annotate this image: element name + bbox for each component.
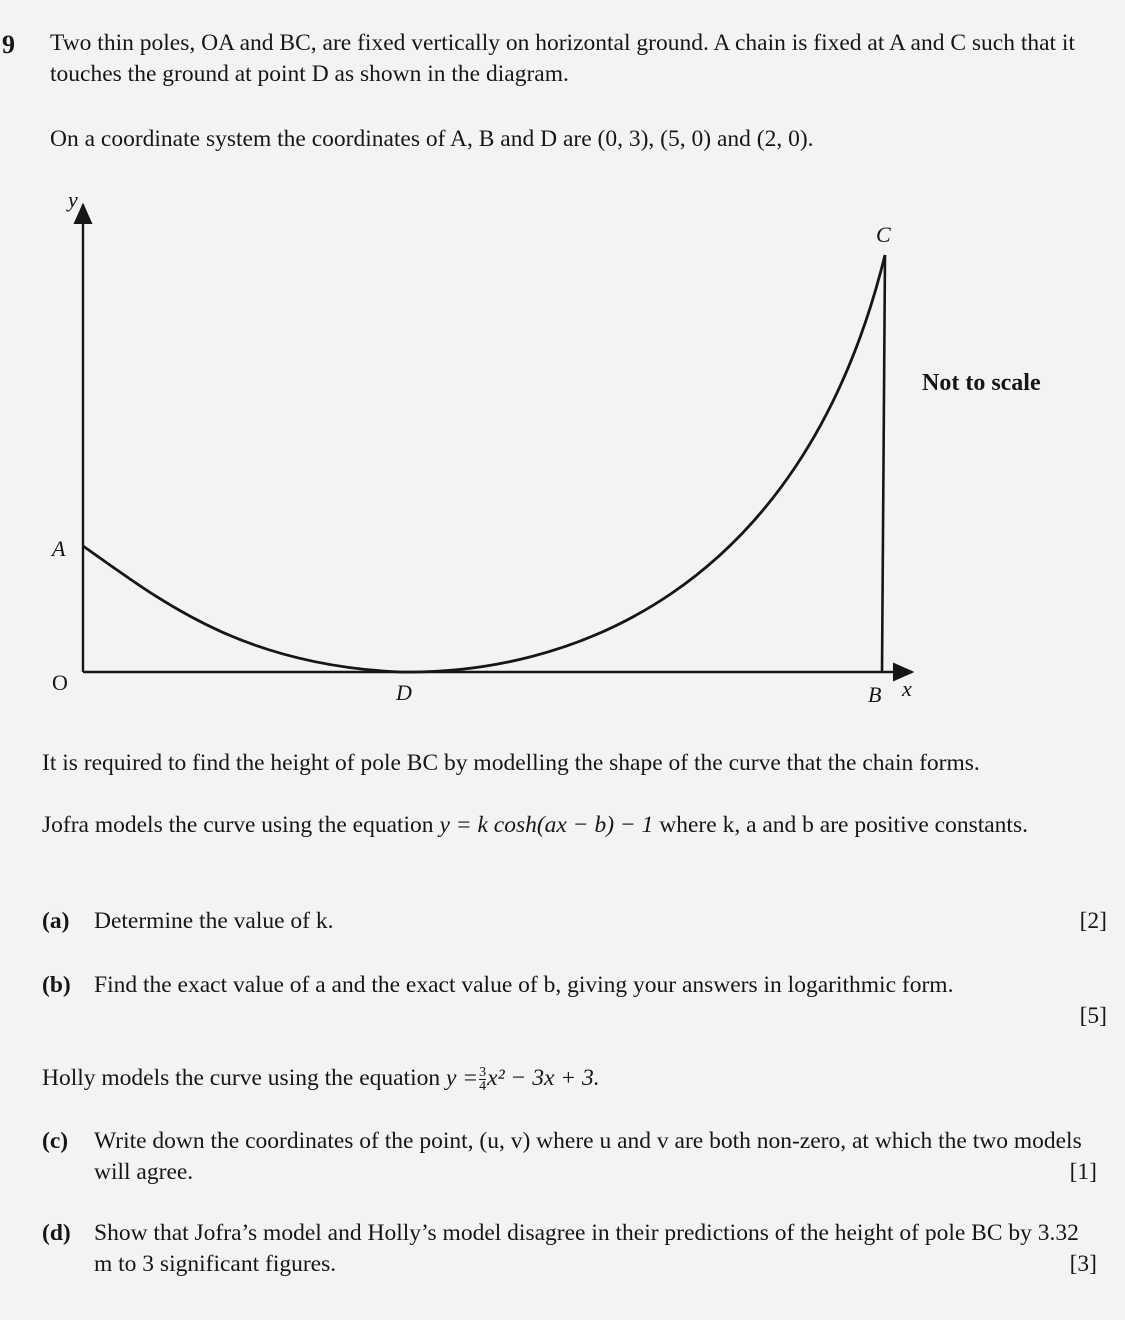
part-b-text: Find the exact value of a and the exact value of b, giving your answers in logarithmic form. [94, 972, 954, 998]
jofra-model [42, 810, 1110, 841]
part-d [42, 1218, 1097, 1288]
holly-frac-num: 3 [479, 1065, 487, 1081]
question-intro: Two thin poles, OA and BC, are fixed vertically on horizontal ground. A chain is fixed at A and C such that it touches the ground at point D as shown in the diagram. [50, 30, 1075, 87]
part-d-label: (d) [42, 1220, 71, 1246]
jofra-equation: y = k cosh(ax − b) − 1 [439, 812, 654, 838]
part-a-label: (a) [42, 908, 70, 934]
part-b [42, 970, 1107, 1040]
part-b-marks: [5] [1079, 1003, 1107, 1029]
x-axis-label: x [902, 676, 912, 701]
part-c-label: (c) [42, 1128, 69, 1154]
part-a-marks: [2] [1079, 908, 1107, 934]
holly-lead: Holly models the curve using the equation [42, 1065, 441, 1091]
part-c [42, 1126, 1097, 1196]
chain-curve [83, 255, 885, 672]
part-c-marks: [1] [1069, 1159, 1097, 1185]
jofra-lead: Jofra models the curve using the equation [42, 812, 434, 838]
holly-frac-den: 4 [479, 1079, 487, 1095]
part-d-text: Show that Jofra’s model and Holly’s model disagree in their predictions of the height of pole BC by 3.32 m to 3 significant figures. [94, 1220, 1079, 1277]
part-b-label: (b) [42, 972, 71, 998]
holly-fraction [479, 1066, 486, 1093]
holly-model [42, 1063, 1102, 1094]
part-c-text: Write down the coordinates of the point, (u, v) where u and v are both non-zero, at which the two models will agree. [94, 1128, 1082, 1185]
not-to-scale-note: Not to scale [922, 370, 1041, 396]
jofra-trail: where k, a and b are positive constants. [659, 812, 1028, 838]
point-d-label: D [396, 680, 412, 705]
pole-bc [882, 255, 885, 672]
question-number: 9 [2, 30, 15, 59]
holly-eq-y: y = [446, 1065, 479, 1091]
point-a-label: A [52, 536, 66, 561]
holly-eq-rest: x² − 3x + 3. [487, 1065, 600, 1091]
y-axis-label: y [68, 187, 78, 212]
requirement-text: It is required to find the height of pole BC by modelling the shape of the curve that the chain forms. [42, 750, 980, 776]
point-b-label: B [868, 682, 882, 707]
point-c-label: C [876, 222, 891, 247]
part-a-text: Determine the value of k. [94, 908, 334, 934]
part-d-marks: [3] [1069, 1251, 1097, 1277]
origin-label: O [52, 670, 68, 695]
coordinates-text: On a coordinate system the coordinates of A, B and D are (0, 3), (5, 0) and (2, 0). [50, 126, 814, 152]
